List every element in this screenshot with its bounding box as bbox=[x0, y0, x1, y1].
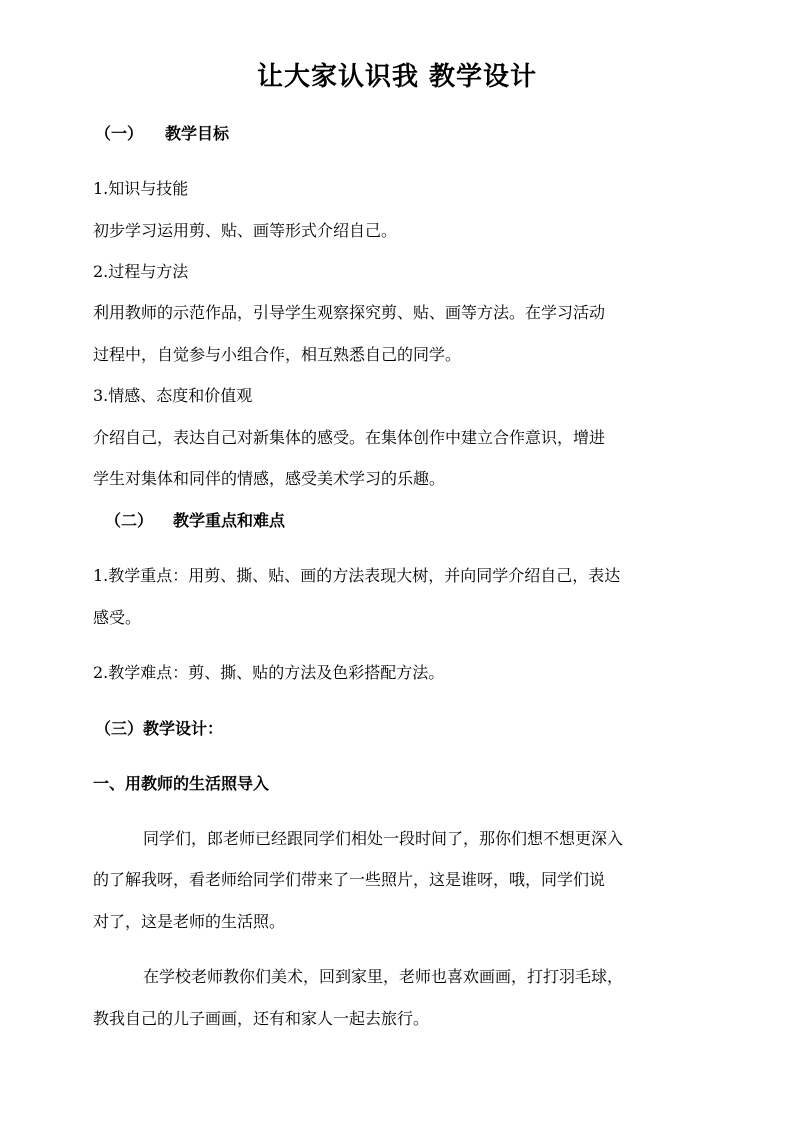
paragraph-line: 的了解我呀，看老师给同学们带来了一些照片，这是谁呀，哦，同学们说 bbox=[93, 870, 606, 889]
objective-item-title: 2.过程与方法 bbox=[93, 262, 189, 281]
objective-item-title: 1.知识与技能 bbox=[93, 179, 189, 198]
paragraph-line: 教我自己的儿子画画，还有和家人一起去旅行。 bbox=[93, 1009, 430, 1028]
section-heading-key-points bbox=[105, 511, 285, 531]
section-number: （一） bbox=[95, 124, 144, 143]
paragraph-line: 同学们，郎老师已经跟同学们相处一段时间了，那你们想不想更深入 bbox=[143, 829, 624, 848]
part-heading: 一、用教师的生活照导入 bbox=[93, 774, 270, 793]
document-title: 让大家认识我 教学设计 bbox=[256, 62, 538, 92]
section-heading-objectives bbox=[95, 124, 229, 144]
section-heading-text: 教学目标 bbox=[165, 124, 230, 143]
key-point-text: 感受。 bbox=[93, 608, 142, 627]
key-point-text: 1.教学重点：用剪、撕、贴、画的方法表现大树，并向同学介绍自己，表达 bbox=[93, 566, 621, 585]
section-heading-text: 教学重点和难点 bbox=[173, 511, 286, 530]
paragraph-line: 在学校老师教你们美术，回到家里，老师也喜欢画画，打打羽毛球， bbox=[143, 967, 624, 986]
objective-item-title: 3.情感、态度和价值观 bbox=[93, 386, 253, 405]
objective-item-body: 介绍自己，表达自己对新集体的感受。在集体创作中建立合作意识，增进 bbox=[93, 428, 606, 447]
objective-item-body: 利用教师的示范作品，引导学生观察探究剪、贴、画等方法。在学习活动 bbox=[93, 303, 606, 322]
objective-item-body: 初步学习运用剪、贴、画等形式介绍自己。 bbox=[93, 221, 398, 240]
difficulty-text: 2.教学难点：剪、撕、贴的方法及色彩搭配方法。 bbox=[93, 663, 445, 682]
objective-item-body: 学生对集体和同伴的情感，感受美术学习的乐趣。 bbox=[93, 469, 446, 488]
paragraph-line: 对了，这是老师的生活照。 bbox=[93, 912, 286, 931]
objective-item-body: 过程中，自觉参与小组合作，相互熟悉自己的同学。 bbox=[93, 345, 462, 364]
section-number: （二） bbox=[105, 511, 154, 530]
section-heading-design: （三）教学设计： bbox=[95, 719, 224, 738]
